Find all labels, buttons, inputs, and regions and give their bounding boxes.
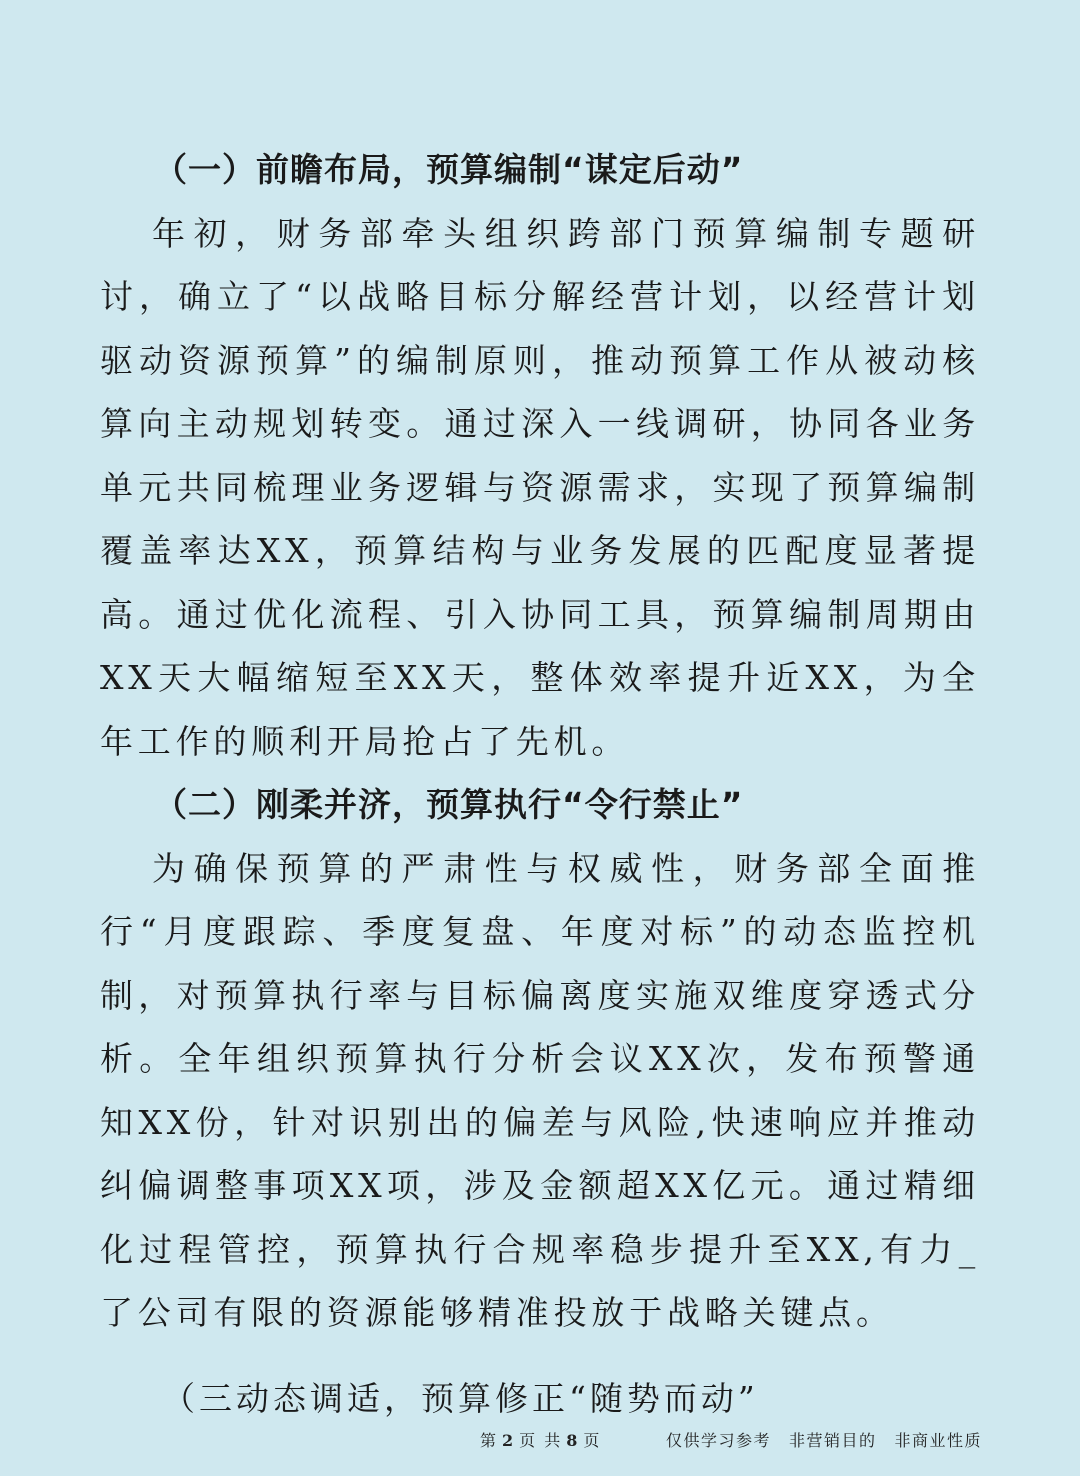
section-2-body: 为确保预算的严肃性与权威性，财务部全面推行“月度跟踪、季度复盘、年度对标”的动态监控机制，对预算执行率与目标偏离度实施双维度穿透式分析。全年组织预算执行分析会议XX次，发布预警通知XX份，针对识别出的偏差与风险,快速响应并推动纠偏调整事项XX项，涉及金额超XX亿元。通过精细化过程管控，预算执行合规率稳步提升至XX,有力_了公司有限的资源能够精准投放于战略关键点。: [100, 848, 980, 1332]
document-content: [100, 138, 980, 1430]
section-3-heading: （三动态调适，预算修正“随势而动”: [162, 1378, 759, 1418]
page-suffix: 页: [583, 1431, 602, 1450]
page-total: 8: [566, 1431, 580, 1450]
page-middle: 页 共: [519, 1431, 563, 1450]
page-number: [480, 1428, 601, 1451]
footer-note-nonmarketing: 非营销目的: [788, 1431, 877, 1450]
page-footer: [0, 1428, 1080, 1454]
footer-notes: [648, 1428, 982, 1451]
page-prefix: 第: [480, 1431, 499, 1450]
footer-note-study: 仅供学习参考: [665, 1431, 771, 1450]
section-1-heading: （一）前瞻布局，预算编制“谋定后动”: [154, 150, 744, 189]
footer-note-noncommercial: 非商业性质: [894, 1431, 982, 1450]
section-1-body: 年初，财务部牵头组织跨部门预算编制专题研讨，确立了“以战略目标分解经营计划，以经营计划驱动资源预算”的编制原则，推动预算工作从被动核算向主动规划转变。通过深入一线调研，协同各业务单元共同梳理业务逻辑与资源需求，实现了预算编制覆盖率达XX，预算结构与业务发展的匹配度显著提高。通过优化流程、引入协同工具，预算编制周期由XX天大幅缩短至XX天，整体效率提升近XX，为全年工作的顺利开局抢占了先机。: [100, 213, 980, 761]
section-2-heading: （二）刚柔并济，预算执行“令行禁止”: [154, 785, 744, 824]
page-current: 2: [502, 1431, 516, 1450]
